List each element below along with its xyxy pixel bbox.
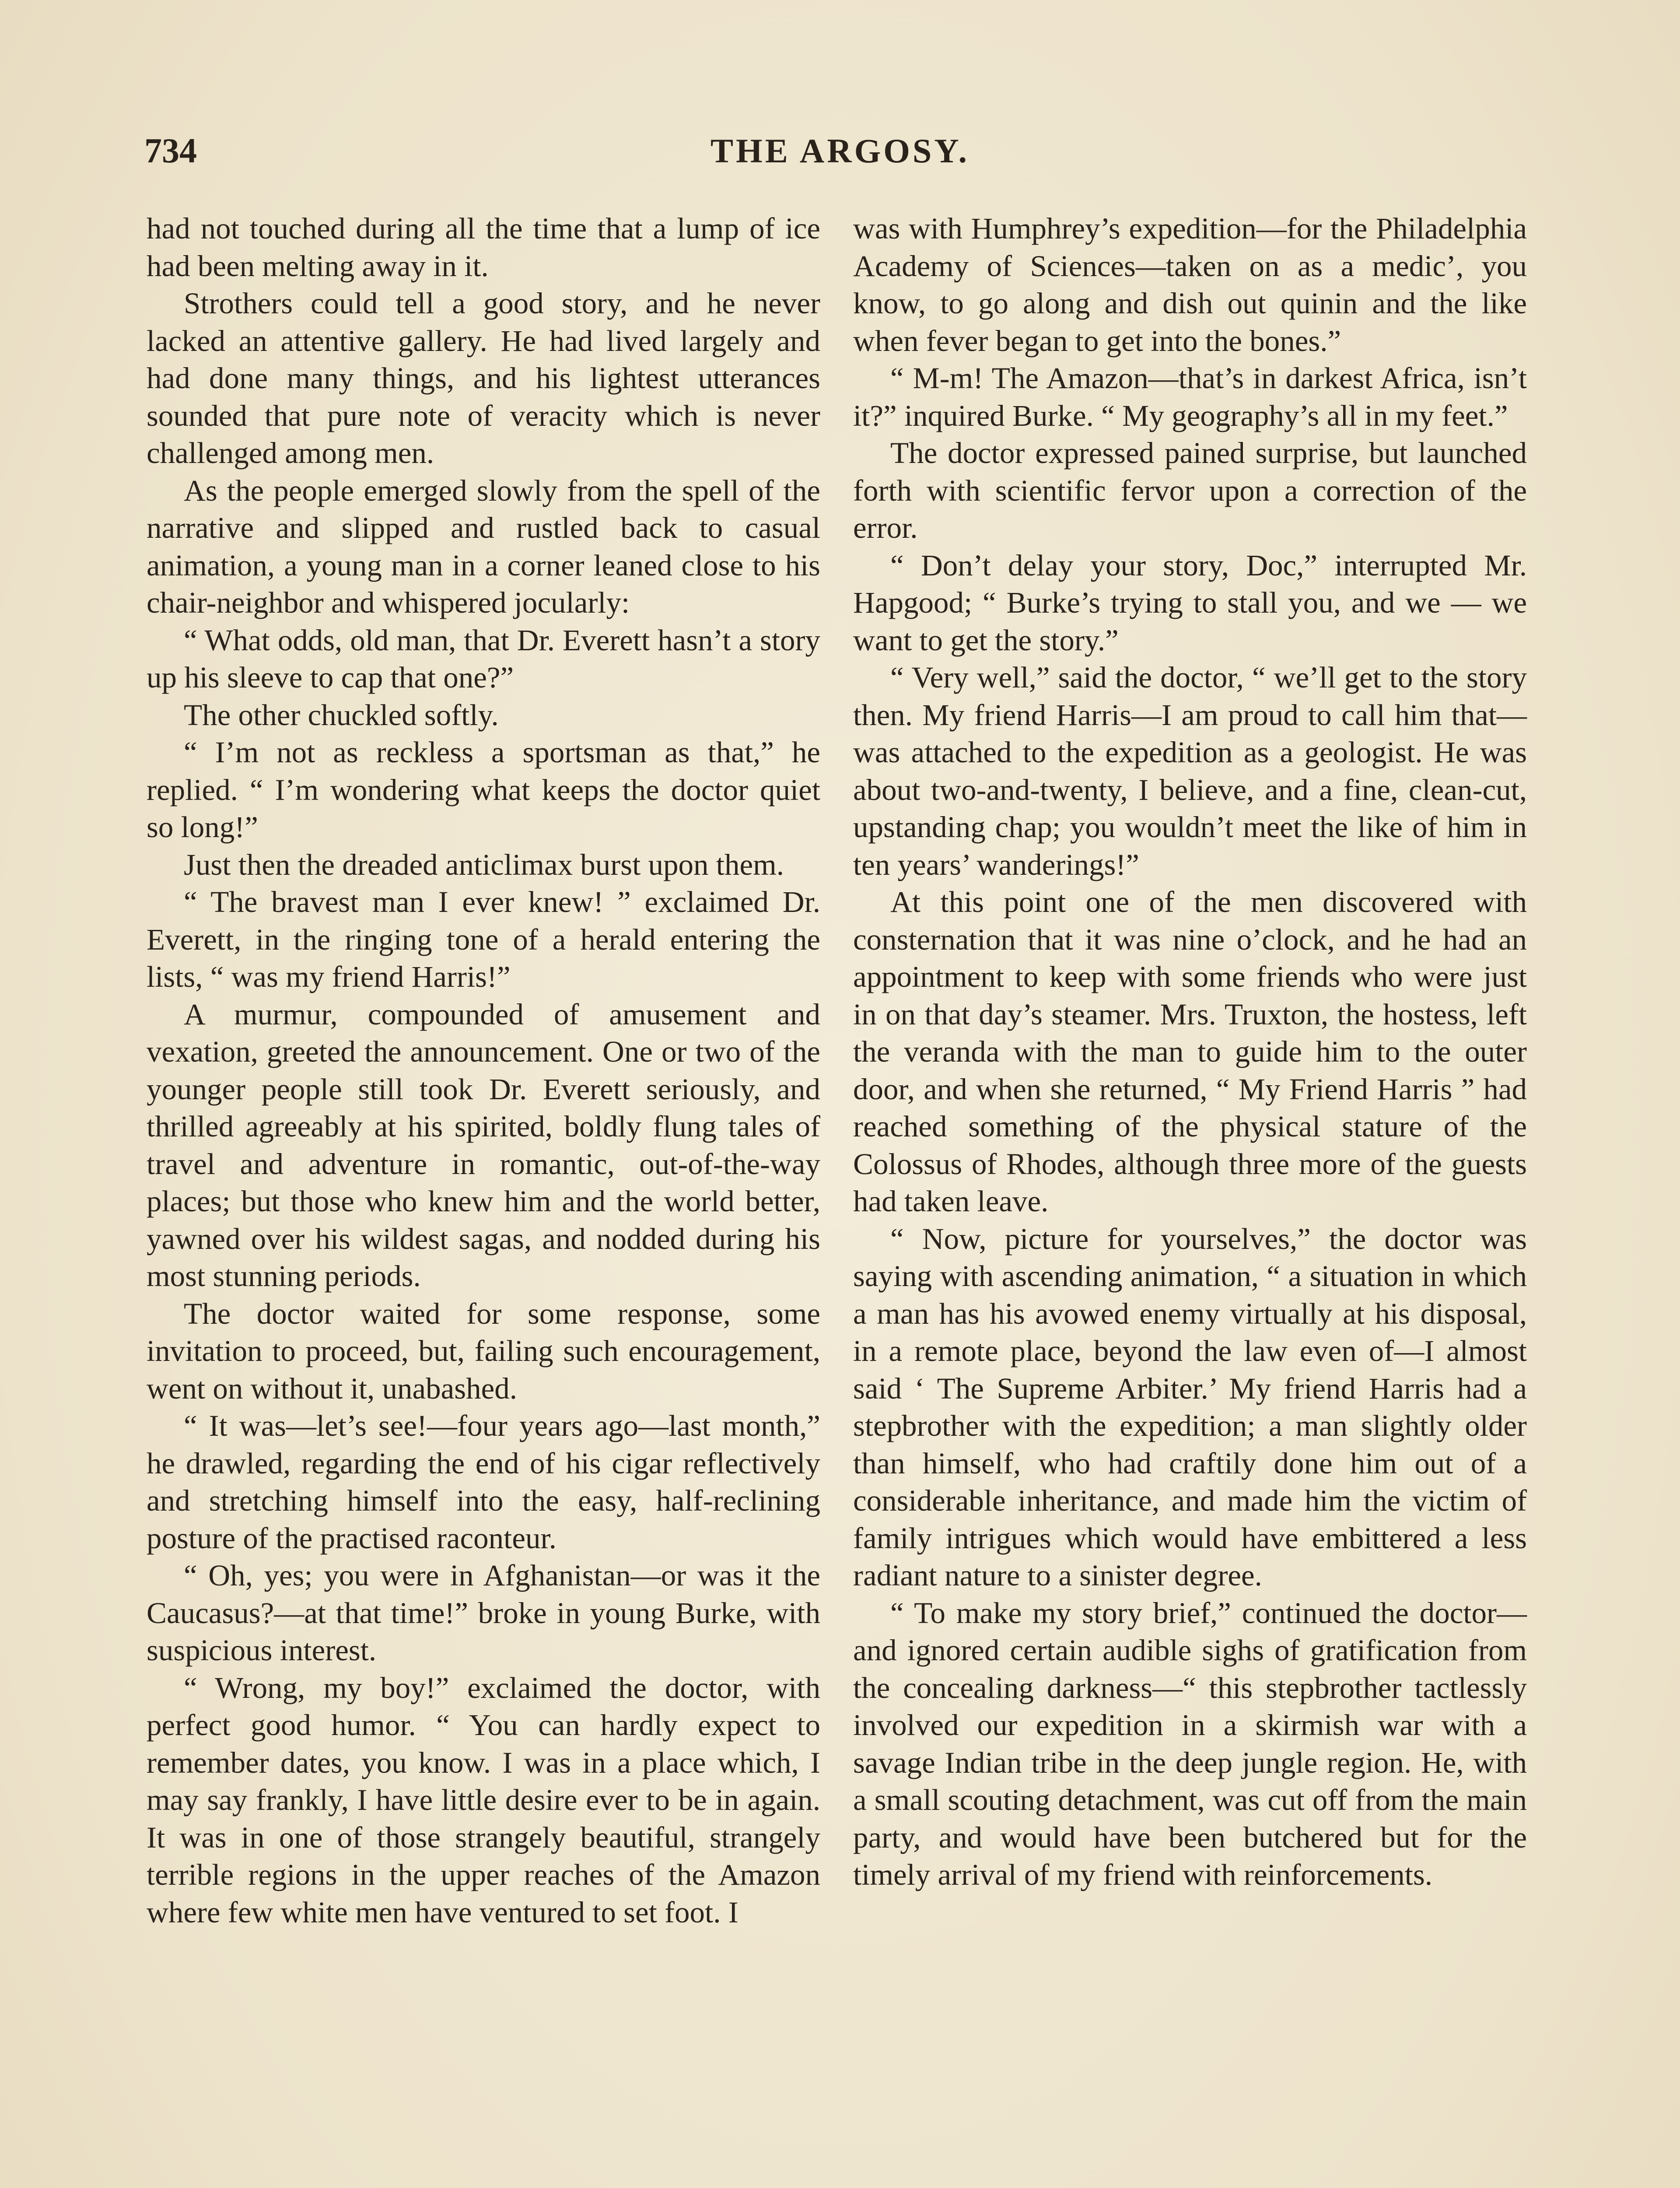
right-column [853,210,1527,1894]
paragraph: The doctor expressed pained surprise, but launched forth with scientific fervor upon a correction of the error. [853,436,1527,544]
paragraph: “ Oh, yes; you were in Afghanistan—or was it the Caucasus?—at that time!” broke in young Burke, with suspicious interest. [147,1559,820,1667]
paragraph: “ It was—let’s see!—four years ago—last month,” he drawled, regarding the end of his cigar reflectively and stretching himself into the easy, half-reclining posture of the practised raconteur. [147,1409,820,1555]
paragraph: was with Humphrey’s expedition—for the Philadelphia Academy of Sciences—taken on as a medic’, you know, to go along and dish out quinin and the like when fever began to get into the bones.” [853,212,1527,358]
paragraph: “ Don’t delay your story, Doc,” interrupted Mr. Hapgood; “ Burke’s trying to stall you, and we — we want to get the story.” [853,548,1527,657]
paragraph: “ Very well,” said the doctor, “ we’ll get to the story then. My friend Harris—I am proud to call him that—was attached to the expedition as a geologist. He was about two-and-twenty, I believe, and a fine, clean-cut, upstanding chap; you wouldn’t meet the like of him in ten years’ wanderings!” [853,661,1527,881]
paragraph: had not touched during all the time that a lump of ice had been melting away in it. [147,212,820,283]
paragraph: “ The bravest man I ever knew! ” exclaimed Dr. Everett, in the ringing tone of a herald entering the lists, “ was my friend Harris!” [147,885,820,993]
paragraph: “ What odds, old man, that Dr. Everett hasn’t a story up his sleeve to cap that one?” [147,623,820,694]
paragraph: The other chuckled softly. [184,698,499,732]
paragraph: At this point one of the men discovered with consternation that it was nine o’clock, and he had an appointment to keep with some friends who were just in on that day’s steamer. Mrs. Truxton, the hostess, left the veranda with the man to guide him to the outer door, and when she returned, “ My Friend Harris ” had reached something of the physical stature of the Colossus of Rhodes, although three more of the guests had taken leave. [853,885,1527,1218]
paragraph: As the people emerged slowly from the spell of the narrative and slipped and rustled back to casual animation, a young man in a corner leaned close to his chair-neighbor and whispered jocularly: [147,473,820,619]
paragraph: Strothers could tell a good story, and he never lacked an attentive gallery. He had lived largely and had done many things, and his lightest utterances sounded that pure note of veracity which is never challenged among men. [147,287,820,470]
paragraph: “ M-m! The Amazon—that’s in darkest Africa, isn’t it?” inquired Burke. “ My geography’s all in my feet.” [853,361,1527,432]
paragraph: “ To make my story brief,” continued the doctor—and ignored certain audible sighs of gratification from the concealing darkness—“ this stepbrother tactlessly involved our expedition in a skirmish war with a savage Indian tribe in the deep jungle region. He, with a small scouting detachment, was cut off from the main party, and would have been butchered but for the timely arrival of my friend with reinforcements. [853,1596,1527,1891]
running-title: THE ARGOSY. [710,132,970,170]
paragraph: A murmur, compounded of amusement and vexation, greeted the announcement. One or two of the younger people still took Dr. Everett seriously, and thrilled agreeably at his spirited, boldly flung tales of travel and adventure in romantic, out-of-the-way places; but those who knew him and the world better, yawned over his wildest sagas, and nodded during his most stunning periods. [147,997,820,1293]
paragraph: Just then the dreaded anticlimax burst upon them. [184,848,784,881]
paragraph: “ Now, picture for yourselves,” the doctor was saying with ascending animation, “ a situation in which a man has his avowed enemy virtually at his disposal, in a remote place, beyond the law even of—I almost said ‘ The Supreme Arbiter.’ My friend Harris had a stepbrother with the expedition; a man slightly older than himself, who had craftily done him out of a considerable inheritance, and made him the victim of family intrigues which would have embittered a less radiant nature to a sinister degree. [853,1222,1527,1592]
page-number: 734 [144,132,197,170]
left-column [147,210,820,1931]
paragraph: “ I’m not as reckless a sportsman as that,” he replied. “ I’m wondering what keeps the doctor quiet so long!” [147,736,820,844]
paragraph: “ Wrong, my boy!” exclaimed the doctor, with perfect good humor. “ You can hardly expect to remember dates, you know. I was in a place which, I may say frankly, I have little desire ever to be in again. It was in one of those strangely beautiful, strangely terrible regions in the upper reaches of the Amazon where few white men have ventured to set foot. I [147,1671,820,1929]
page-header [144,131,1536,184]
paragraph: The doctor waited for some response, some invitation to proceed, but, failing such encouragement, went on without it, unabashed. [147,1297,820,1405]
